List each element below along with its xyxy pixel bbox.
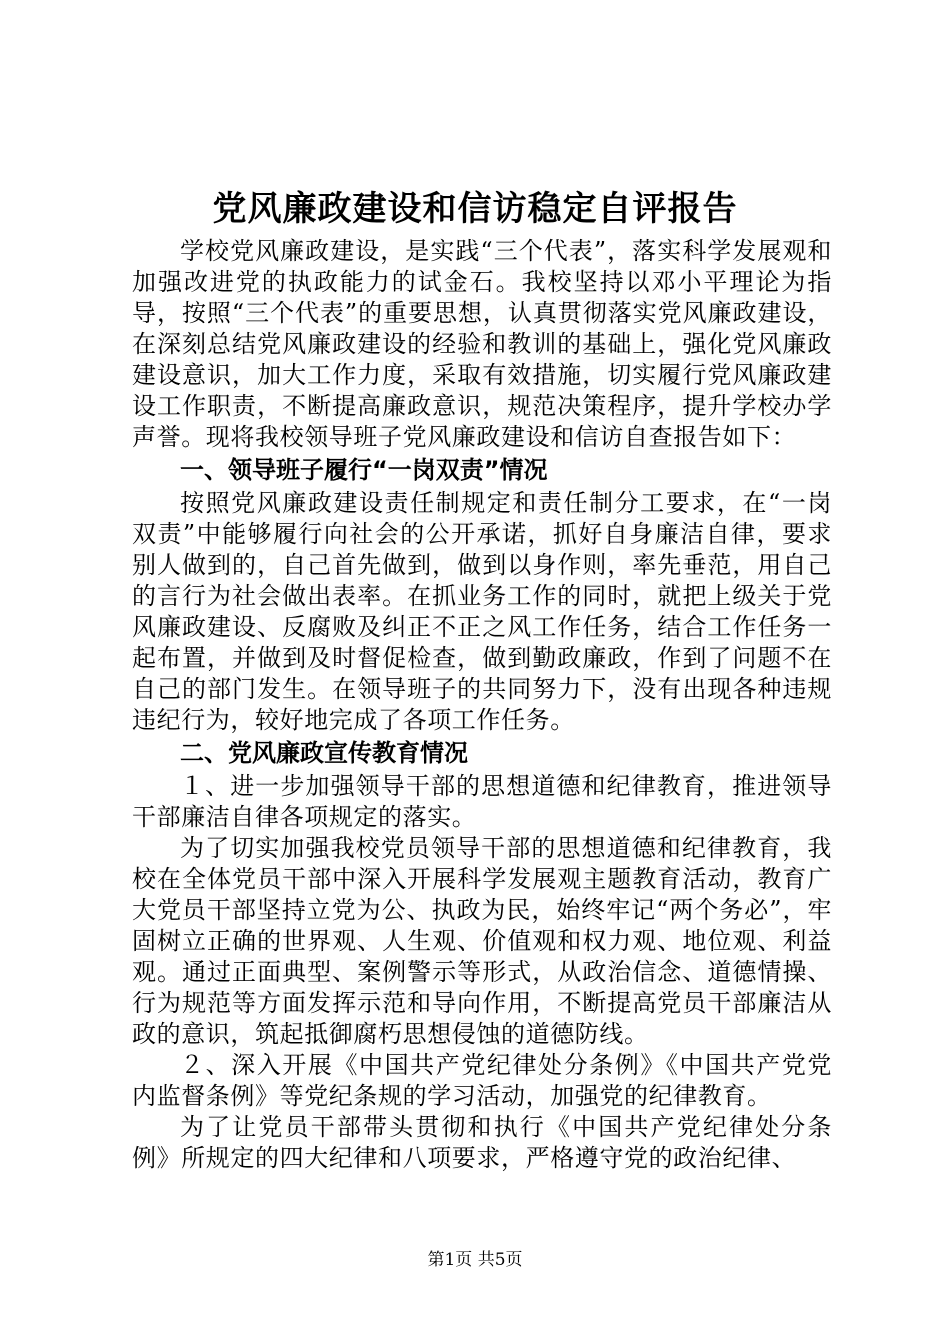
- section-heading-2: 二、党风廉政宣传教育情况: [180, 739, 468, 767]
- section-heading-1: 一、领导班子履行“一岗双责”情况: [180, 456, 548, 484]
- paragraph-item-2-detail: 为了让党员干部带头贯彻和执行《中国共产党纪律处分条例》所规定的四大纪律和八项要求，严格遵守党的政治纪律、: [132, 1113, 832, 1172]
- paragraph-item-2: ２、深入开展《中国共产党纪律处分条例》《中国共产党党内监督条例》等党纪条规的学习活动，加强党的纪律教育。: [132, 1051, 832, 1110]
- document-title: 党风廉政建设和信访稳定自评报告: [212, 189, 738, 229]
- paragraph-item-1: １、进一步加强领导干部的思想道德和纪律教育，推进领导干部廉洁自律各项规定的落实。: [132, 772, 832, 831]
- page-footer: 第1页 共5页: [427, 1250, 523, 1270]
- paragraph-intro: 学校党风廉政建设，是实践“三个代表”，落实科学发展观和加强改进党的执政能力的试金石。我校坚持以邓小平理论为指导，按照“三个代表”的重要思想，认真贯彻落实党风廉政建设，在深刻总结党风廉政建设的经验和教训的基础上，强化党风廉政建设意识，加大工作力度，采取有效措施，切实履行党风廉政建设工作职责，不断提高廉政意识，规范决策程序，提升学校办学声誉。现将我校领导班子党风廉政建设和信访自查报告如下：: [132, 237, 832, 451]
- paragraph-section-1: 按照党风廉政建设责任制规定和责任制分工要求，在“一岗双责”中能够履行向社会的公开承诺，抓好自身廉洁自律，要求别人做到的，自己首先做到，做到以身作则，率先垂范，用自己的言行为社会做出表率。在抓业务工作的同时，就把上级关于党风廉政建设、反腐败及纠正不正之风工作任务，结合工作任务一起布置，并做到及时督促检查，做到勤政廉政，作到了问题不在自己的部门发生。在领导班子的共同努力下，没有出现各种违规违纪行为，较好地完成了各项工作任务。: [132, 489, 832, 734]
- paragraph-item-1-detail: 为了切实加强我校党员领导干部的思想道德和纪律教育，我校在全体党员干部中深入开展科学发展观主题教育活动，教育广大党员干部坚持立党为公、执政为民，始终牢记“两个务必”，牢固树立正确的世界观、人生观、价值观和权力观、地位观、利益观。通过正面典型、案例警示等形式，从政治信念、道德情操、行为规范等方面发挥示范和导向作用，不断提高党员干部廉洁从政的意识，筑起抵御腐朽思想侵蚀的道德防线。: [132, 834, 832, 1048]
- document-body: [132, 236, 832, 1174]
